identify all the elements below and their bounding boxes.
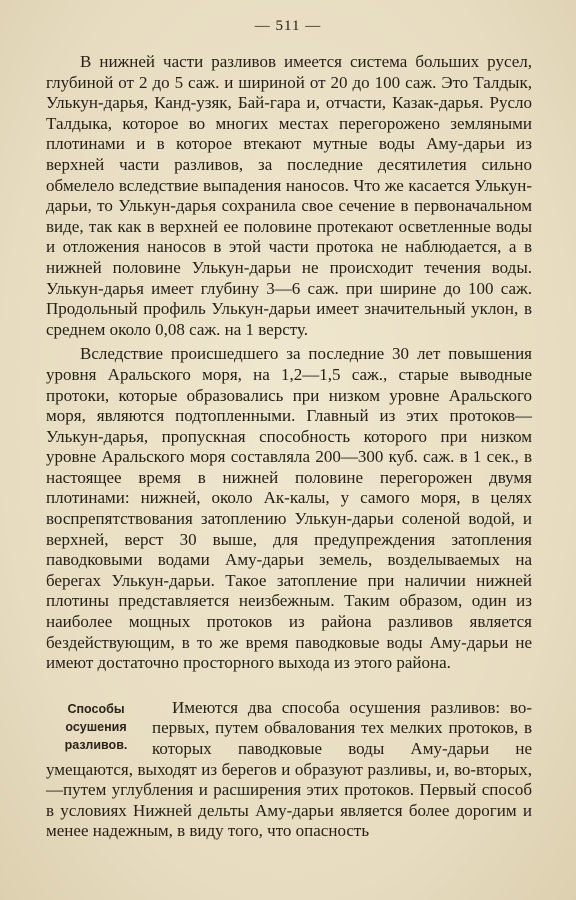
- section-paragraph: Имеются два способа осушения разливов: во-первых, путем обвалования тех мелких протоков, в которых паводковые воды Аму-дарьи не умещаются, выходят из берегов и образуют разливы, и, во-вторых,—путем углубления и расширения этих протоков. Первый способ в условиях Нижней дельты Аму-дарьи является более дорогим и менее надежным, в виду того, что опасность: [46, 697, 532, 841]
- page-number: — 511 —: [254, 18, 322, 34]
- paragraph-2: Вследствие происшедшего за последние 30 лет повышения уровня Аральского моря, на 1,2—1,5 саж., старые выводные протоки, которые образовались при низком уровне Аральского моря, являются подтопленными. Главный из этих протоков—Улькун-дарья, пропускная способность которого при низком уровне Аральского моря составляла 200—300 куб. саж. в 1 сек., в настоящее время в нижней половине перегорожен двумя плотинами: нижней, около Ак-калы, у самого моря, в целях воспрепятствования затоплению Улькун-дарьи соленой водой, и верхней, верст 30 выше, для предупреждения затопления паводковыми водами Аму-дарьи земель, возделываемых на берегах Улькун-дарьи. Такое затопление при наличии нижней плотины представляется неизбежным. Таким образом, один из наиболее мощных протоков из района разливов является бездействующим, в то же время паводковые воды Аму-дарьи не имеют достаточно просторного выхода из этого района.: [46, 344, 532, 673]
- paragraph-1: В нижней части разливов имеется система больших русел, глубиной от 2 до 5 саж. и шириной от 20 до 100 саж. Это Талдык, Улькун-дарья, Канд-узяк, Бай-гара и, отчасти, Казак-дарья. Русло Талдыка, которое во многих местах перегорожено земляными плотинами и в которое втекают мутные воды Аму-дарьи из верхней части разливов, за последние десятилетия сильно обмелело вследствие выпадения наносов. Что же касается Улькун-дарьи, то Улькун-дарья сохранила свое сечение в первоначальном виде, так как в верхней ее половине протекают осветленные воды и отложения наносов в этой части протока не наблюдается, а в нижней половине Улькун-дарьи не происходит течения воды. Улькун-дарья имеет глубину 3—6 саж. при ширине до 100 саж. Продольный профиль Улькун-дарьи имеет значительный уклон, в среднем около 0,08 саж. на 1 версту.: [46, 52, 532, 339]
- side-heading: Способы осушения разливов.: [64, 701, 128, 752]
- page-body: [46, 52, 532, 842]
- drainage-section: [46, 698, 532, 842]
